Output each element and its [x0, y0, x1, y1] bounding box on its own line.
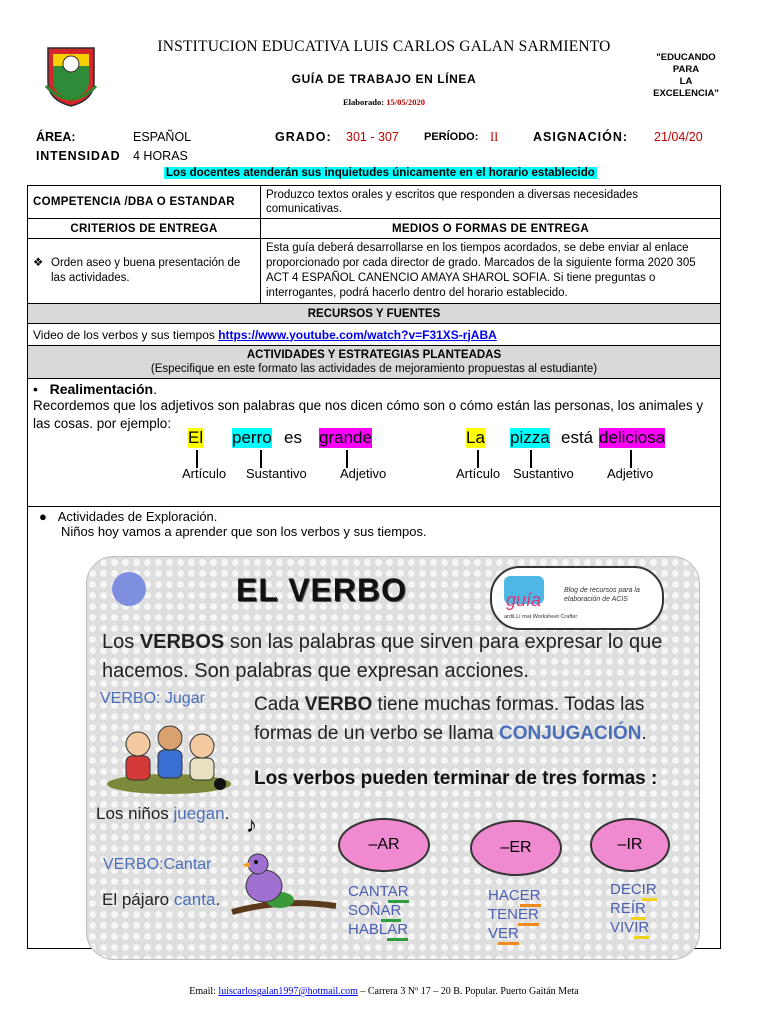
school-motto — [640, 52, 732, 100]
guide-subtitle: GUÍA DE TRABAJO EN LÍNEA — [291, 72, 477, 86]
decorative-circle — [112, 572, 146, 606]
example-pajaro — [102, 890, 220, 910]
pos-label: Sustantivo — [246, 466, 307, 481]
example-ninos — [96, 804, 229, 824]
ir-verb-list — [610, 880, 657, 937]
criterio-item: Orden aseo y buena presentación de las actividades. — [51, 257, 241, 284]
verb-item — [348, 901, 409, 920]
verb-ending: IR — [642, 881, 657, 901]
verb2-label: VERBO:Cantar — [103, 856, 212, 873]
example-word: El — [188, 428, 204, 447]
motto-line: PARA — [672, 64, 700, 75]
intro-text: son las palabras que sirven para expresar lo que hacemos. Son palabras que expresan acciones. — [102, 631, 663, 682]
poster-intro — [102, 628, 682, 686]
motto-line: "EDUCANDO — [656, 52, 716, 63]
verb-item — [610, 899, 657, 918]
badge-title: guía — [506, 590, 542, 610]
verb-stem: SOÑ — [348, 902, 381, 919]
criterios-label: CRITERIOS DE ENTREGA — [28, 219, 261, 239]
example-word: grande — [319, 428, 372, 447]
pos-label: Artículo — [182, 466, 227, 481]
verb-ending: ER — [498, 925, 519, 945]
intro-bold: VERBOS — [139, 631, 225, 653]
example-text: Los niños — [96, 804, 174, 823]
poster-forms — [254, 690, 664, 748]
verb-ending: ER — [518, 906, 539, 926]
verb-stem: RE — [610, 900, 631, 917]
verb-ending: AR — [387, 921, 408, 941]
example-word: deliciosa — [599, 428, 666, 447]
verb-stem: CANT — [348, 883, 388, 900]
elaborado-date: 15/05/2020 — [386, 97, 425, 107]
verb-item — [488, 886, 541, 905]
example-word: es — [284, 428, 302, 447]
periodo-value: II — [490, 130, 499, 144]
forms-text: Cada — [254, 694, 305, 715]
forms-text: tiene muchas formas. Todas las formas de un verbo se llama — [254, 694, 645, 744]
school-name: INSTITUCION EDUCATIVA LUIS CARLOS GALAN SARMIENTO — [157, 38, 611, 55]
verb-item — [348, 882, 409, 901]
actividades-header — [28, 346, 721, 379]
example-verb: canta — [173, 890, 216, 909]
medios-label: MEDIOS O FORMAS DE ENTREGA — [261, 219, 721, 239]
forms-bold: VERBO — [304, 694, 373, 715]
exploracion-title-row — [33, 509, 715, 524]
ar-verb-list — [348, 882, 409, 939]
exploracion-text: Niños hoy vamos a aprender que son los verbos y sus tiempos. — [61, 524, 427, 539]
grado-label: GRADO: — [275, 130, 332, 144]
verb-ending: AR — [381, 902, 402, 922]
ending-label: –AR — [368, 836, 400, 853]
motto-line: EXCELENCIA" — [653, 88, 719, 99]
er-verb-list — [488, 886, 541, 943]
verb-ending: IR — [634, 919, 649, 939]
example-text: El pájaro — [102, 890, 174, 909]
badge-credit: ardiLLi mat Worksheet Crafter — [504, 614, 578, 620]
area-label: ÁREA: — [36, 130, 76, 144]
diamond-bullet-icon: ❖ — [33, 257, 44, 269]
forms-conjugacion: CONJUGACIÓN — [499, 723, 642, 744]
intensidad-value: 4 HORAS — [133, 149, 188, 163]
verb-item — [348, 920, 409, 939]
motto-line: LA — [679, 76, 693, 87]
example-word: La — [466, 428, 485, 447]
area-value: ESPAÑOL — [133, 130, 192, 144]
example-word: perro — [232, 428, 272, 447]
competencia-value: Produzco textos orales y escritos que responden a diversas necesidades comunicativas. — [261, 186, 721, 219]
ending-ar-oval — [338, 818, 430, 872]
realimentacion-heading — [33, 381, 715, 397]
example-verb: juegan — [173, 804, 225, 823]
bullet-icon: ● — [39, 509, 47, 524]
criterio-cell — [28, 239, 261, 304]
periodo-label: PERÍODO: — [424, 131, 479, 143]
badge-text: Blog de recursos para la elaboración de ACIS — [564, 587, 640, 603]
actividades-sub: (Especifique en este formato las actividades de mejoramiento propuestas al estudiante) — [150, 363, 598, 375]
grado-value: 301 - 307 — [346, 130, 399, 144]
pos-label: Sustantivo — [513, 466, 574, 481]
verb-stem: TEN — [488, 906, 518, 923]
bird-on-branch-illustration — [228, 850, 338, 930]
competencia-label: COMPETENCIA /DBA O ESTANDAR — [28, 186, 261, 219]
verb-ending: ÍR — [631, 900, 646, 920]
realimentacion-title-suffix: . — [153, 381, 157, 397]
example-word: pizza — [510, 428, 550, 447]
asignacion-label: ASIGNACIÓN: — [533, 130, 629, 144]
exploracion-title: Actividades de Exploración. — [57, 509, 218, 524]
verb-ending: ER — [520, 887, 541, 907]
verb1-label: VERBO: Jugar — [100, 690, 205, 707]
video-link[interactable]: https://www.youtube.com/watch?v=F31XS-rjABA — [218, 327, 497, 342]
verb-ending: AR — [388, 883, 409, 903]
recursos-row — [28, 324, 721, 346]
medios-value: Esta guía deberá desarrollarse en los tiempos acordados, se debe enviar al enlace proporcionado por cada director de grado. Marcados de la siguiente forma 2020 305 ACT 4 ESPAÑOL CANENCIO AMAYA SHAROL SOFIA. Si tiene preguntas o interrogantes, podrá hacerlo dentro del horario establecido. — [261, 239, 721, 304]
verb-item — [488, 924, 541, 943]
pos-label: Adjetivo — [607, 466, 654, 481]
example-text: . — [215, 890, 221, 909]
ending-er-oval — [470, 820, 562, 876]
ending-label: –IR — [617, 836, 643, 853]
verb-stem: V — [488, 925, 499, 942]
intro-text: Los — [102, 631, 140, 653]
footer-address: – Carrera 3 Nº 17 – 20 B. Popular. Puerto Gaitán Meta — [357, 986, 579, 997]
example-word: está — [561, 428, 594, 447]
poster-title: EL VERBO — [236, 572, 407, 608]
footer-email-link[interactable]: luiscarlosgalan1997@hotmail.com — [218, 986, 358, 997]
actividades-label: ACTIVIDADES Y ESTRATEGIAS PLANTEADAS — [246, 349, 502, 361]
pos-label: Artículo — [456, 466, 501, 481]
ending-label: –ER — [500, 839, 532, 856]
bullet-icon: • — [33, 381, 38, 397]
verb-item — [610, 918, 657, 937]
forms-text: . — [641, 723, 647, 744]
verb-stem: VIV — [610, 919, 635, 936]
verb-stem: DEC — [610, 881, 642, 898]
example-text: . — [224, 804, 230, 823]
asignacion-value: 21/04/20 — [654, 130, 703, 144]
ending-ir-oval — [590, 818, 670, 872]
guia-badge — [490, 566, 664, 630]
elaborado-label: Elaborado: — [343, 97, 385, 107]
verb-item — [610, 880, 657, 899]
verb-item — [488, 905, 541, 924]
intensidad-label: INTENSIDAD — [36, 149, 121, 163]
music-note-icon: ♪ — [246, 812, 257, 837]
pos-label: Adjetivo — [340, 466, 387, 481]
recursos-text: Video de los verbos y sus tiempos — [33, 327, 215, 342]
footer-email-label: Email: — [189, 986, 216, 997]
children-playing-illustration — [100, 714, 238, 796]
footer — [0, 986, 768, 997]
verb-stem: HABL — [348, 921, 388, 938]
realimentacion-title: Realimentación — [49, 381, 154, 397]
notice-banner: Los docentes atenderán sus inquietudes únicamente en el horario establecido — [166, 167, 595, 179]
verb-stem: HAC — [488, 887, 520, 904]
realimentacion-text: Recordemos que los adjetivos son palabras que nos dicen cómo son o cómo están las personas, los animales y las cosas. por ejemplo: — [33, 398, 704, 431]
recursos-label: RECURSOS Y FUENTES — [28, 304, 721, 324]
three-forms-heading: Los verbos pueden terminar de tres formas : — [254, 768, 658, 789]
